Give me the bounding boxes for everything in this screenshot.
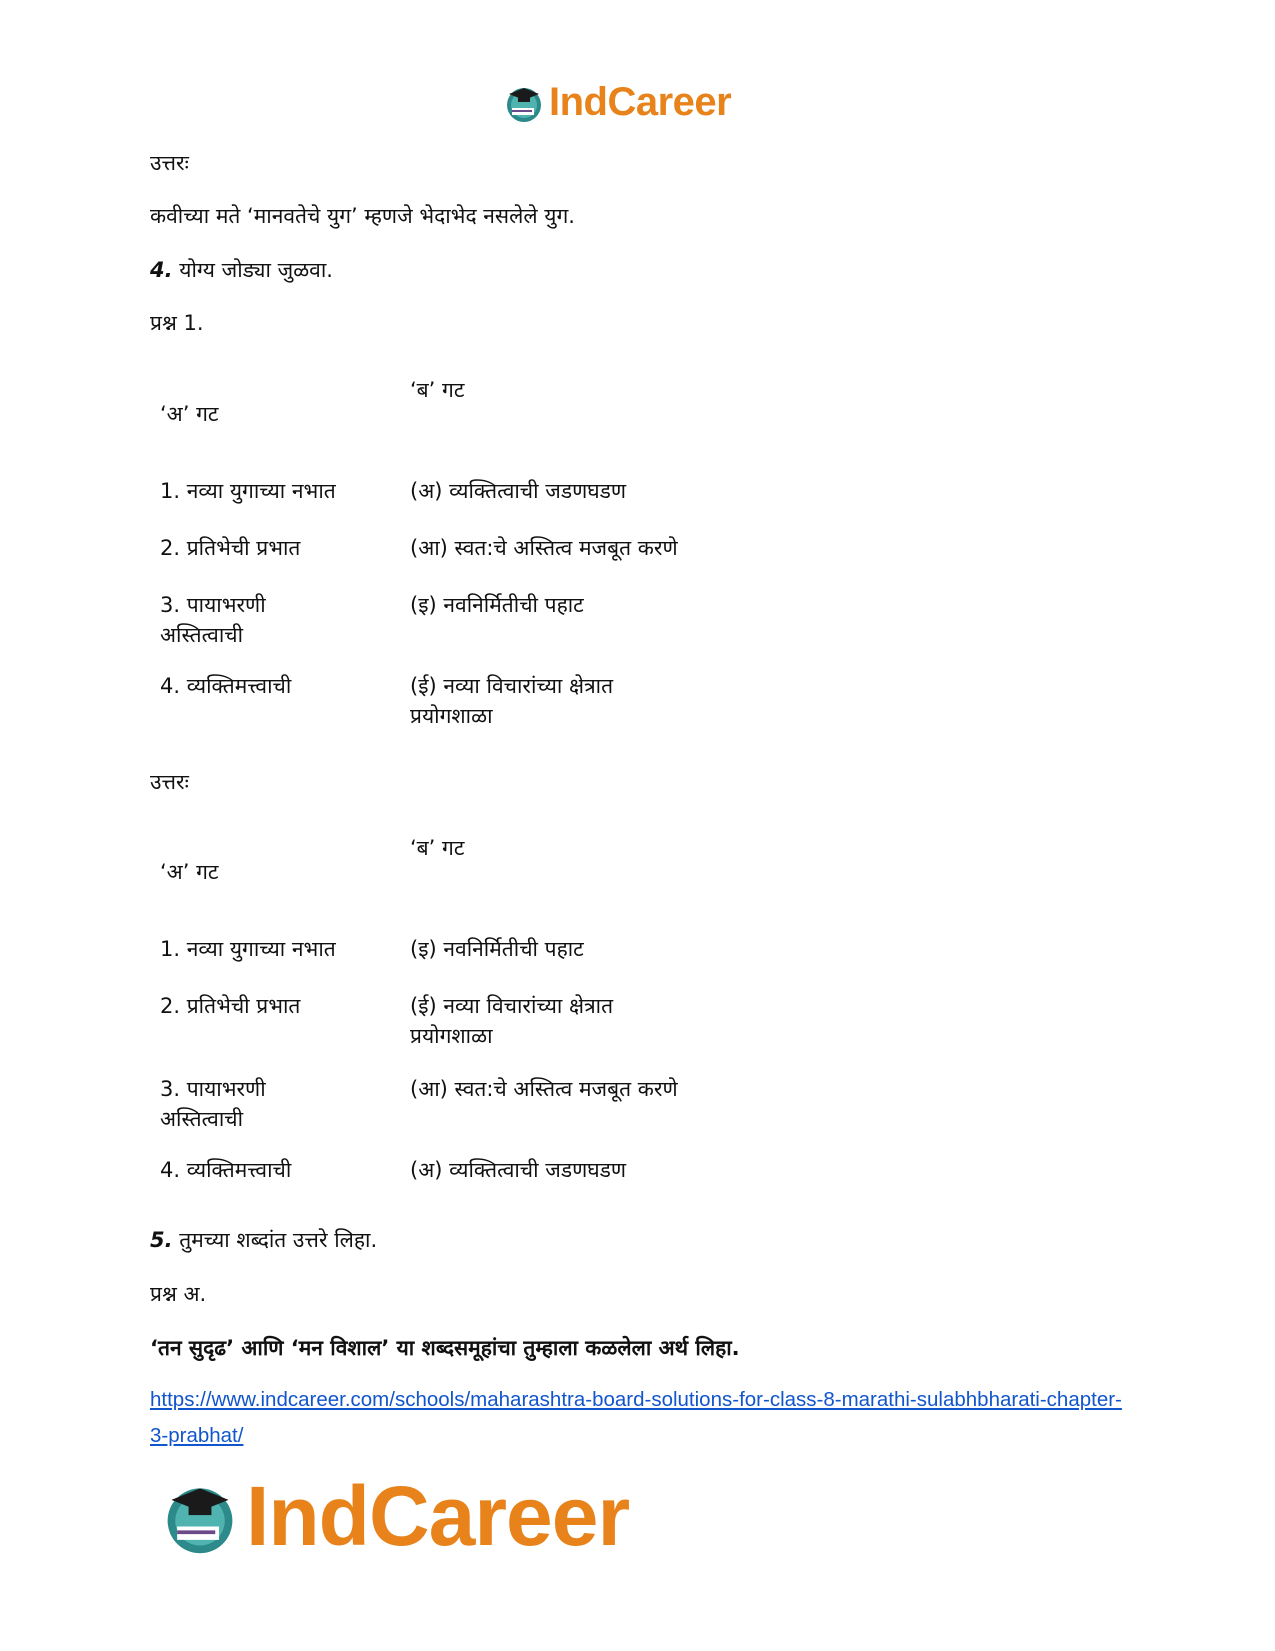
- table-cell-a: 3. पायाभरणी अस्तित्वाची: [160, 593, 266, 647]
- table-cell-b: (इ) नवनिर्मितीची पहाट: [410, 937, 584, 961]
- table-cell-b: (आ) स्वत:चे अस्तित्व मजबूत करणे: [410, 1077, 678, 1101]
- footer-logo: [160, 1468, 629, 1565]
- answer-text: कवीच्या मते ‘मानवतेचे युग’ म्हणजे भेदाभेद नसलेले युग.: [150, 204, 575, 228]
- table-cell-b: (इ) नवनिर्मितीची पहाट: [410, 593, 584, 617]
- section-4-heading: [150, 255, 333, 285]
- section-title: तुमच्या शब्दांत उत्तरे लिहा.: [179, 1228, 378, 1252]
- column-a-header: ‘अ’ गट: [160, 402, 219, 426]
- table-cell-a: 1. नव्या युगाच्या नभात: [160, 937, 336, 961]
- table-cell-b: (ई) नव्या विचारांच्या क्षेत्रात प्रयोगशाळा: [410, 674, 614, 728]
- logo-text: IndCareer: [549, 80, 732, 124]
- table-cell-a: 2. प्रतिभेची प्रभात: [160, 994, 301, 1018]
- table-cell-a: 1. नव्या युगाच्या नभात: [160, 479, 336, 503]
- graduation-globe-icon: [160, 1477, 240, 1557]
- column-b-header: ‘ब’ गट: [410, 378, 465, 402]
- question-text: ‘तन सुदृढ’ आणि ‘मन विशाल’ या शब्दसमूहांचा तुम्हाला कळलेला अर्थ लिहा.: [150, 1336, 740, 1360]
- header-logo: [503, 80, 731, 125]
- table-cell-b: (अ) व्यक्तित्वाची जडणघडण: [410, 479, 627, 503]
- column-b-header: ‘ब’ गट: [410, 836, 465, 860]
- section-number: 4.: [150, 258, 173, 282]
- question-label: प्रश्न 1.: [150, 311, 204, 335]
- answer-label: उत्तरः: [150, 770, 189, 794]
- table-cell-b: (ई) नव्या विचारांच्या क्षेत्रात प्रयोगशाळा: [410, 994, 614, 1048]
- logo-text: IndCareer: [246, 1469, 630, 1563]
- table-cell-a: 4. व्यक्तिमत्त्वाची: [160, 674, 292, 698]
- question-label: प्रश्न अ.: [150, 1282, 207, 1306]
- column-a-header: ‘अ’ गट: [160, 860, 219, 884]
- table-cell-b: (आ) स्वत:चे अस्तित्व मजबूत करणे: [410, 536, 678, 560]
- answer-label: उत्तरः: [150, 151, 189, 175]
- source-link[interactable]: https://www.indcareer.com/schools/maharashtra-board-solutions-for-class-8-marathi-sulabhbharati-chapter-3-prabhat/: [150, 1388, 1122, 1447]
- section-number: 5.: [150, 1228, 173, 1252]
- section-title: योग्य जोड्या जुळवा.: [179, 258, 333, 282]
- section-5-heading: [150, 1225, 377, 1255]
- table-cell-b: (अ) व्यक्तित्वाची जडणघडण: [410, 1158, 627, 1182]
- table-cell-a: 4. व्यक्तिमत्त्वाची: [160, 1158, 292, 1182]
- table-cell-a: 3. पायाभरणी अस्तित्वाची: [160, 1077, 266, 1131]
- table-cell-a: 2. प्रतिभेची प्रभात: [160, 536, 301, 560]
- graduation-globe-icon: [503, 82, 545, 124]
